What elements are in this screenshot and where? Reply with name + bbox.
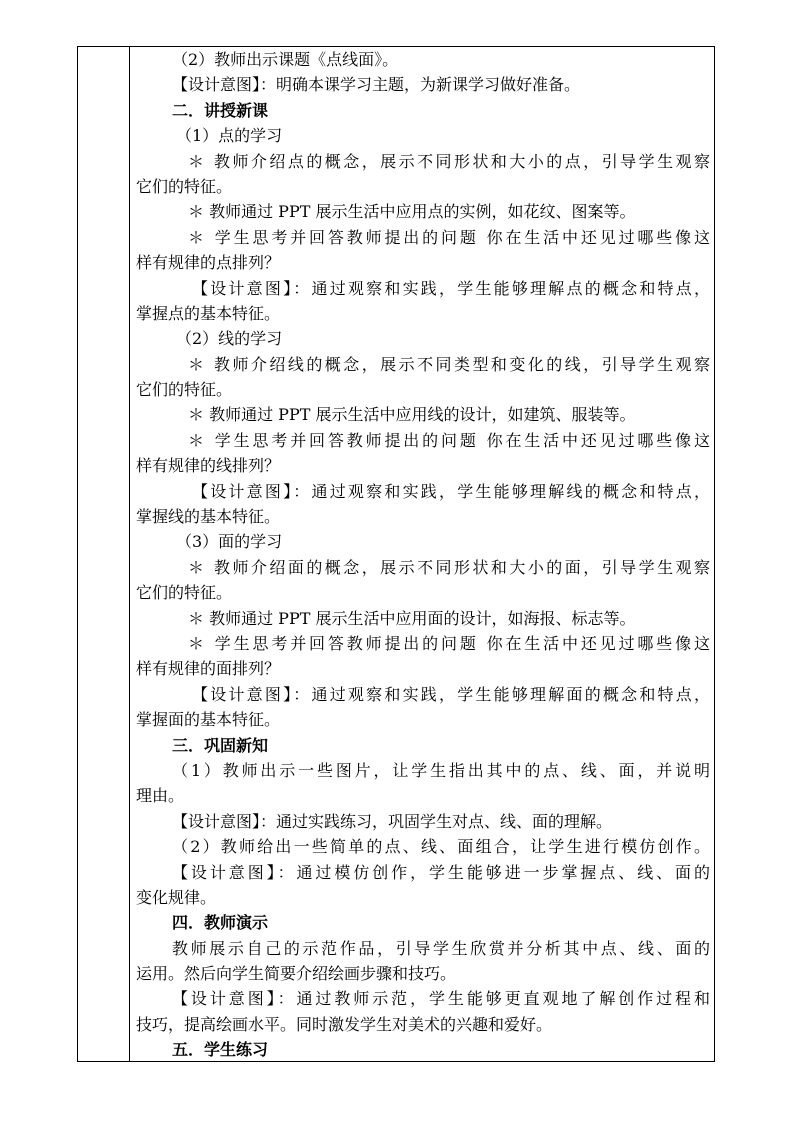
text-line: 【设计意图】：通过观察和实践，学生能够理解点的概念和特点， (192, 278, 710, 298)
text-line: （2）教师给出一些简单的点、线、面组合，让学生进行模仿创作。 (172, 837, 710, 857)
text-line: ＊ 学生思考并回答教师提出的问题 你在生活中还见过哪些像这 (188, 430, 710, 450)
text-line: ＊ 教师介绍线的概念，展示不同类型和变化的线，引导学生观察 (188, 354, 710, 374)
text-line: ＊ 学生思考并回答教师提出的问题 你在生活中还见过哪些像这 (188, 227, 710, 247)
text-line: 样有规律的点排列？ (136, 253, 281, 273)
text-line: 样有规律的面排列？ (136, 659, 281, 679)
text-line: 【设计意图】：通过教师示范，学生能够更直观地了解创作过程和 (172, 989, 710, 1009)
text-line: 运用。然后向学生简要介绍绘画步骤和技巧。 (136, 964, 457, 984)
text-line: 掌握线的基本特征。 (136, 507, 281, 527)
text-line: ＊ 教师介绍面的概念，展示不同形状和大小的面，引导学生观察 (188, 557, 710, 577)
text-line: 它们的特征。 (136, 380, 233, 400)
text-line: 它们的特征。 (136, 176, 233, 196)
text-line: 它们的特征。 (136, 583, 233, 603)
text-line: 【设计意图】：通过模仿创作，学生能够进一步掌握点、线、面的 (172, 862, 710, 882)
text-line: 【设计意图】：通过观察和实践，学生能够理解线的概念和特点， (192, 481, 710, 501)
text-line: ＊ 教师通过 PPT 展示生活中应用面的设计，如海报、标志等。 (188, 608, 636, 628)
text-line: （2）教师出示课题《点线面》。 (172, 50, 399, 69)
text-line: （3）面的学习 (176, 532, 283, 552)
text-line: （1）教师出示一些图片，让学生指出其中的点、线、面，并说明 (172, 760, 710, 780)
text-line: 【设计意图】：通过观察和实践，学生能够理解面的概念和特点， (192, 684, 710, 704)
section-heading: 二．讲授新课 (172, 100, 269, 120)
text-line: 技巧，提高绘画水平。同时激发学生对美术的兴趣和爱好。 (136, 1014, 553, 1034)
text-line: 样有规律的线排列？ (136, 456, 281, 476)
section-heading: 五．学生练习 (172, 1040, 269, 1060)
text-line: ＊ 教师通过 PPT 展示生活中应用线的设计，如建筑、服装等。 (188, 405, 636, 425)
text-line: ＊ 学生思考并回答教师提出的问题 你在生活中还见过哪些像这 (188, 633, 710, 653)
text-line: ＊ 教师通过 PPT 展示生活中应用点的实例，如花纹、图案等。 (188, 202, 636, 222)
text-line: ＊ 教师介绍点的概念，展示不同形状和大小的点，引导学生观察 (188, 151, 710, 171)
text-line: 【设计意图】：明确本课学习主题，为新课学习做好准备。 (172, 75, 581, 95)
text-line: 掌握面的基本特征。 (136, 710, 281, 730)
table-column-divider (129, 46, 130, 1062)
text-line: 教师展示自己的示范作品，引导学生欣赏并分析其中点、线、面的 (172, 938, 710, 958)
text-line: 掌握点的基本特征。 (136, 303, 281, 323)
text-line: 变化规律。 (136, 887, 217, 907)
text-line: （1）点的学习 (176, 126, 283, 146)
section-heading: 三．巩固新知 (172, 735, 269, 755)
text-line: 【设计意图】：通过实践练习，巩固学生对点、线、面的理解。 (172, 811, 613, 831)
text-line: 理由。 (136, 786, 185, 806)
section-heading: 四．教师演示 (172, 913, 269, 933)
lesson-content-cell (136, 47, 710, 1063)
text-line: （2）线的学习 (176, 329, 283, 349)
